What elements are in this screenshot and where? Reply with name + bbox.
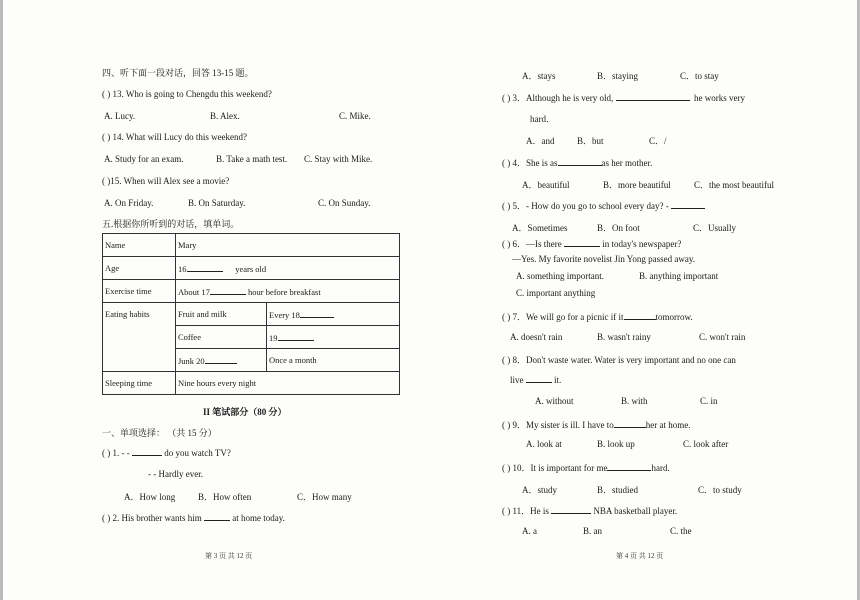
table-row	[103, 372, 400, 395]
q9-stem	[502, 418, 690, 431]
q10-stem	[502, 461, 670, 474]
q3-stem	[502, 91, 745, 104]
q3-option-c: C．/	[649, 136, 667, 146]
answer-blank[interactable]	[204, 512, 230, 521]
q14-option-c: C. Stay with Mike.	[304, 154, 373, 164]
section5-heading: 五.根据你所听到的对话，填单词。	[102, 219, 240, 229]
q6-option-b: B. anything important	[639, 271, 719, 281]
q9-option-b: B. look up	[597, 439, 635, 449]
q13-option-b: B. Alex.	[210, 111, 240, 121]
q3-option-a: A．and	[526, 136, 555, 146]
answer-blank[interactable]	[551, 505, 591, 514]
listening-info-table	[102, 233, 400, 395]
q13-option-c: C. Mike.	[339, 111, 371, 121]
q4-option-b: B．more beautiful	[603, 180, 671, 190]
once-cell: Once a month	[267, 349, 400, 372]
age-label-cell: Age	[103, 257, 176, 280]
table-row	[103, 257, 400, 280]
q13-option-a: A. Lucy.	[104, 111, 136, 121]
q11-stem-text: ( ) 11．He is	[502, 506, 549, 516]
q10-tail: hard.	[651, 463, 670, 473]
table-row	[103, 280, 400, 303]
answer-blank[interactable]	[132, 447, 162, 456]
q1-reply: - - Hardly ever.	[148, 469, 203, 479]
age-suffix: years old	[235, 263, 267, 274]
q10-option-a: A．study	[522, 485, 558, 495]
q8-option-c: C. in	[700, 396, 718, 406]
q11-option-c: C. the	[670, 526, 692, 536]
q4-tail: as her mother.	[601, 158, 653, 168]
q3-stem-text: ( ) 3．Although he is very old,	[502, 93, 614, 103]
q10-option-c: C．to study	[698, 485, 742, 495]
page-footer-right: 第 4 页 共 12 页	[616, 552, 664, 560]
sleeping-value-cell: Nine hours every night	[176, 372, 400, 395]
q5-option-c: C．Usually	[693, 223, 737, 233]
q14-option-b: B. Take a math test.	[216, 154, 288, 164]
q6-tail: in today's newspaper?	[602, 239, 682, 249]
q11-option-a: A. a	[522, 526, 537, 536]
q1-option-a: A．How long	[124, 492, 176, 502]
exam-page-right	[430, 0, 860, 600]
q4-option-c: C．the most beautiful	[694, 180, 774, 190]
table-row	[103, 303, 400, 326]
q4-option-a: A．beautiful	[522, 180, 570, 190]
q6-stem-text: ( ) 6．—Is there	[502, 239, 562, 249]
q9-tail: her at home.	[645, 420, 691, 430]
q6-reply: —Yes. My favorite novelist Jin Yong passed away.	[512, 254, 695, 264]
junk-label: Junk 20	[178, 355, 205, 366]
page-footer-left: 第 3 页 共 12 页	[205, 552, 253, 560]
q15-stem: ( )15. When will Alex see a movie?	[102, 176, 230, 186]
exercise-prefix: About 17	[178, 286, 210, 297]
q9-stem-text: ( ) 9．My sister is ill. I have to	[502, 420, 614, 430]
q2-option-b: B．staying	[597, 71, 639, 81]
table-row	[103, 234, 400, 257]
q14-stem: ( ) 14. What will Lucy do this weekend?	[102, 132, 248, 142]
name-label-cell: Name	[103, 234, 176, 257]
q15-option-c: C. On Sunday.	[318, 198, 371, 208]
q1-tail: do you watch TV?	[164, 448, 231, 458]
junk-cell	[176, 349, 267, 372]
q5-stem-text: ( ) 5．- How do you go to school every day? -	[502, 201, 669, 211]
q6-stem	[502, 237, 681, 250]
part2-title: II 笔试部分（80 分）	[203, 407, 287, 417]
q4-stem	[502, 156, 652, 169]
q1-option-c: C．How many	[297, 492, 352, 502]
q7-stem-text: ( ) 7．We will go for a picnic if it	[502, 312, 624, 322]
q6-option-a: A. something important.	[516, 271, 604, 281]
q11-option-b: B. an	[583, 526, 602, 536]
sleeping-label-cell: Sleeping time	[103, 372, 176, 395]
n19-cell	[267, 326, 400, 349]
answer-blank[interactable]	[671, 200, 705, 209]
q10-stem-text: ( ) 10．It is important for me	[502, 463, 608, 473]
q15-option-b: B. On Saturday.	[188, 198, 246, 208]
q3-option-b: B．but	[577, 136, 604, 146]
q4-stem-text: ( ) 4．She is as	[502, 158, 558, 168]
q7-stem	[502, 310, 693, 323]
q7-option-c: C. won't rain	[699, 332, 746, 342]
q1-option-b: B．How often	[198, 492, 252, 502]
q11-tail: NBA basketball player.	[593, 506, 678, 516]
q9-option-c: C. look after	[683, 439, 729, 449]
q2-stem	[102, 512, 285, 523]
q13-stem: ( ) 13. Who is going to Chengdu this weekend?	[102, 89, 272, 99]
q2-option-c: C．to stay	[680, 71, 719, 81]
q7-option-a: A. doesn't rain	[510, 332, 563, 342]
q10-option-b: B．studied	[597, 485, 639, 495]
q3-tail: he works very	[694, 93, 745, 103]
q7-tail: tomorrow.	[655, 312, 693, 322]
q7-option-b: B. wasn't rainy	[597, 332, 651, 342]
q1-stem	[102, 447, 231, 458]
exercise-suffix: hour before breakfast	[248, 286, 321, 297]
q5-option-a: A．Sometimes	[512, 223, 568, 233]
every-cell	[267, 303, 400, 326]
q9-option-a: A. look at	[526, 439, 562, 449]
answer-blank[interactable]	[210, 286, 246, 295]
q11-stem	[502, 504, 677, 517]
coffee-cell: Coffee	[176, 326, 267, 349]
answer-blank[interactable]	[558, 157, 602, 166]
answer-blank[interactable]	[607, 462, 651, 471]
exercise-value-cell	[176, 280, 400, 303]
q2-tail: at home today.	[232, 513, 285, 523]
q14-option-a: A. Study for an exam.	[104, 154, 184, 164]
answer-blank[interactable]	[278, 332, 314, 341]
fruit-cell: Fruit and milk	[176, 303, 267, 326]
section4-heading: 四、听下面一段对话，回答 13-15 题。	[102, 68, 254, 78]
q8-cont	[510, 374, 561, 385]
answer-blank[interactable]	[614, 419, 646, 428]
q15-option-a: A. On Friday.	[104, 198, 154, 208]
every-label: Every 18	[269, 309, 300, 320]
name-value-cell: Mary	[176, 234, 400, 257]
q1-paren: ( ) 1. - -	[102, 448, 130, 458]
q5-option-b: B．On foot	[597, 223, 640, 233]
q8-option-b: B. with	[621, 396, 648, 406]
q5-stem	[502, 199, 705, 212]
answer-blank[interactable]	[205, 355, 237, 364]
q8-cont-tail: it.	[554, 375, 562, 385]
q3-cont: hard．	[530, 114, 555, 124]
section1-heading: 一、单项选择： （共 15 分）	[102, 428, 217, 438]
answer-blank[interactable]	[624, 311, 656, 320]
age-number: 16	[178, 263, 187, 274]
q8-cont-pre: live	[510, 375, 524, 385]
q8-stem: ( ) 8．Don't waste water. Water is very important and no one can	[502, 355, 736, 365]
exercise-label-cell: Exercise time	[103, 280, 176, 303]
age-value-cell	[176, 257, 400, 280]
q8-option-a: A. without	[535, 396, 574, 406]
answer-blank[interactable]	[564, 238, 600, 247]
q6-option-c: C. important anything	[516, 288, 596, 298]
answer-blank[interactable]	[187, 263, 223, 272]
q2-option-a: A．stays	[522, 71, 556, 81]
eating-label-cell: Eating habits	[103, 303, 176, 372]
answer-blank[interactable]	[300, 309, 334, 318]
n19-label: 19	[269, 332, 278, 343]
answer-blank[interactable]	[526, 374, 552, 383]
answer-blank[interactable]	[616, 92, 690, 101]
q2-stem-text: ( ) 2. His brother wants him	[102, 513, 202, 523]
